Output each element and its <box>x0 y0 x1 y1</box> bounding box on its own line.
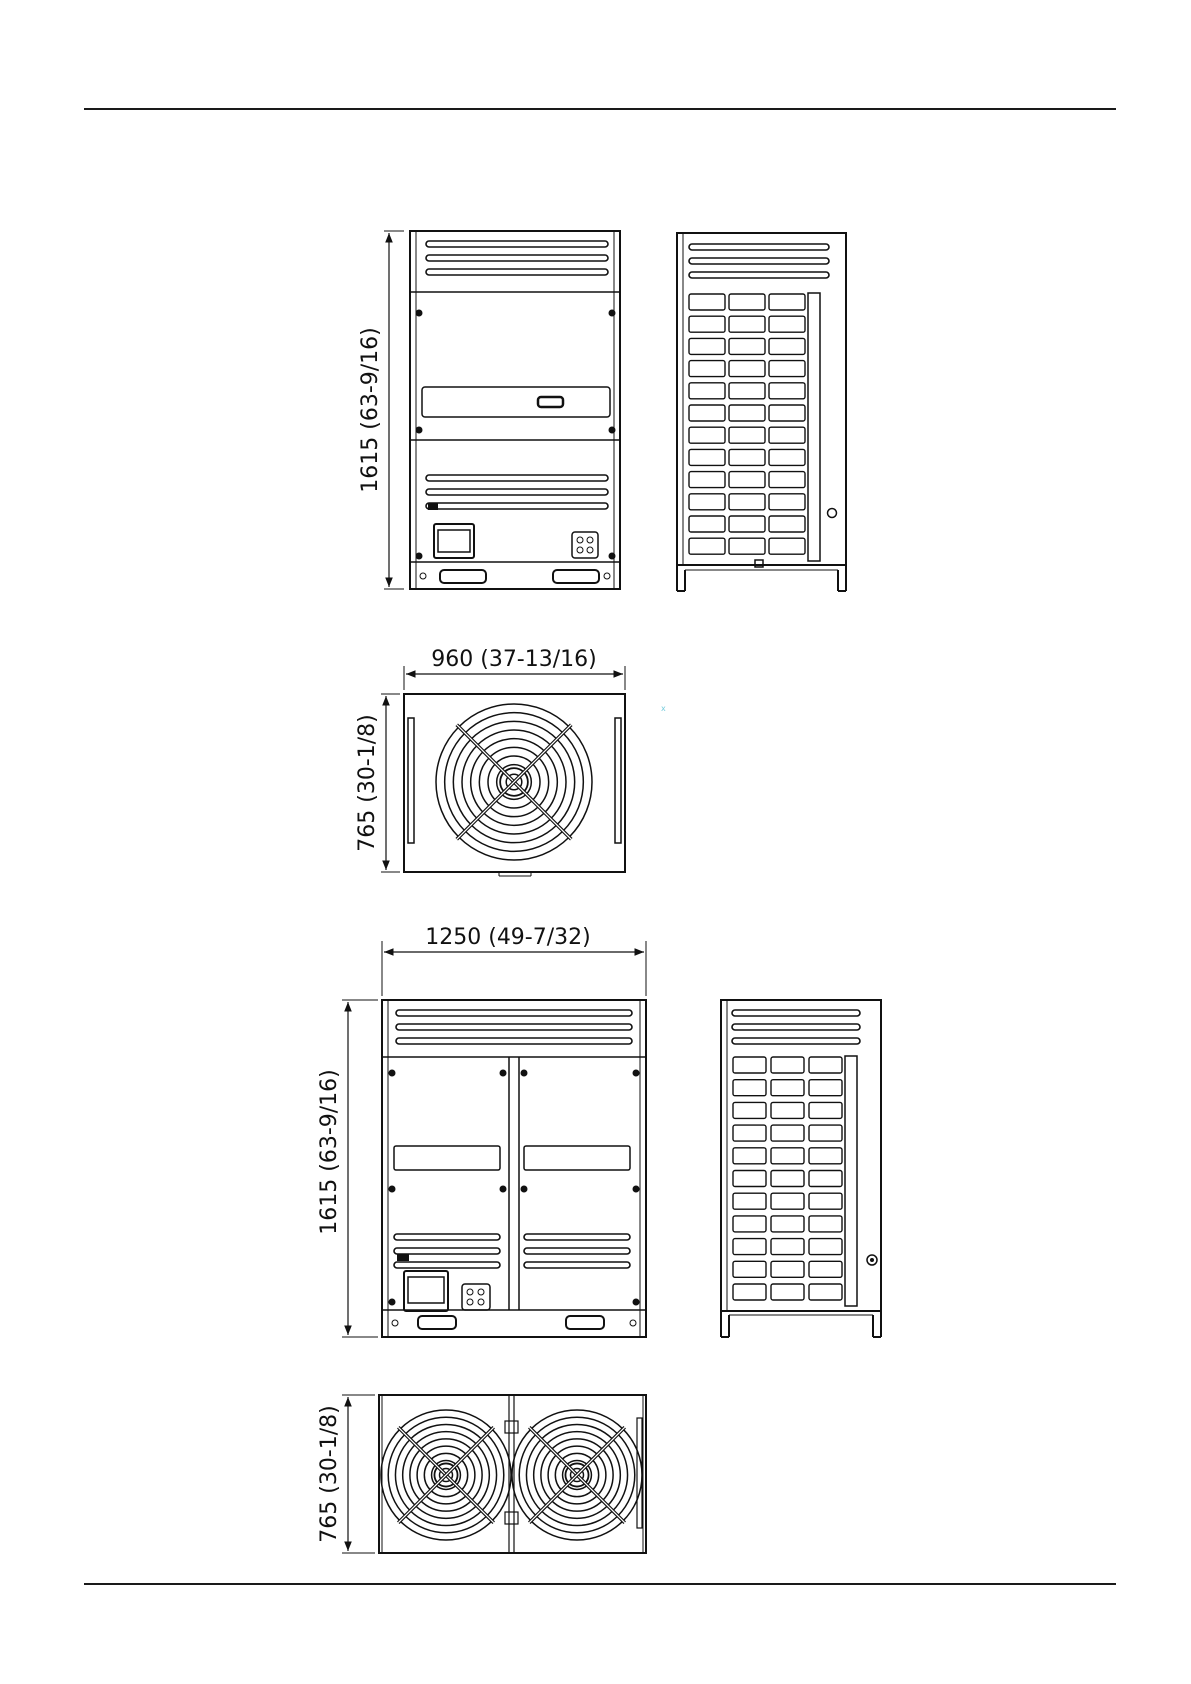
large-height-label: 1615 (63-9/16) <box>317 1069 342 1235</box>
small-height-label: 1615 (63-9/16) <box>358 327 383 493</box>
small-width-dimension <box>404 647 625 690</box>
svg-text:x: x <box>661 704 666 713</box>
small-unit-front-view <box>410 231 620 589</box>
small-depth-label: 765 (30-1/8) <box>355 714 380 852</box>
large-height-dimension <box>317 1000 378 1337</box>
large-width-label: 1250 (49-7/32) <box>425 925 591 950</box>
large-unit-front-view <box>382 1000 646 1337</box>
large-depth-label: 765 (30-1/8) <box>317 1405 342 1543</box>
small-unit-side-view <box>677 233 846 591</box>
small-unit-top-view <box>404 694 666 876</box>
small-depth-dimension <box>355 694 400 872</box>
large-width-dimension <box>382 925 646 996</box>
large-unit-side-view <box>721 1000 881 1337</box>
large-depth-dimension <box>317 1395 375 1553</box>
small-height-dimension <box>358 231 404 589</box>
small-width-label: 960 (37-13/16) <box>431 647 597 672</box>
large-unit-top-view <box>379 1395 646 1553</box>
